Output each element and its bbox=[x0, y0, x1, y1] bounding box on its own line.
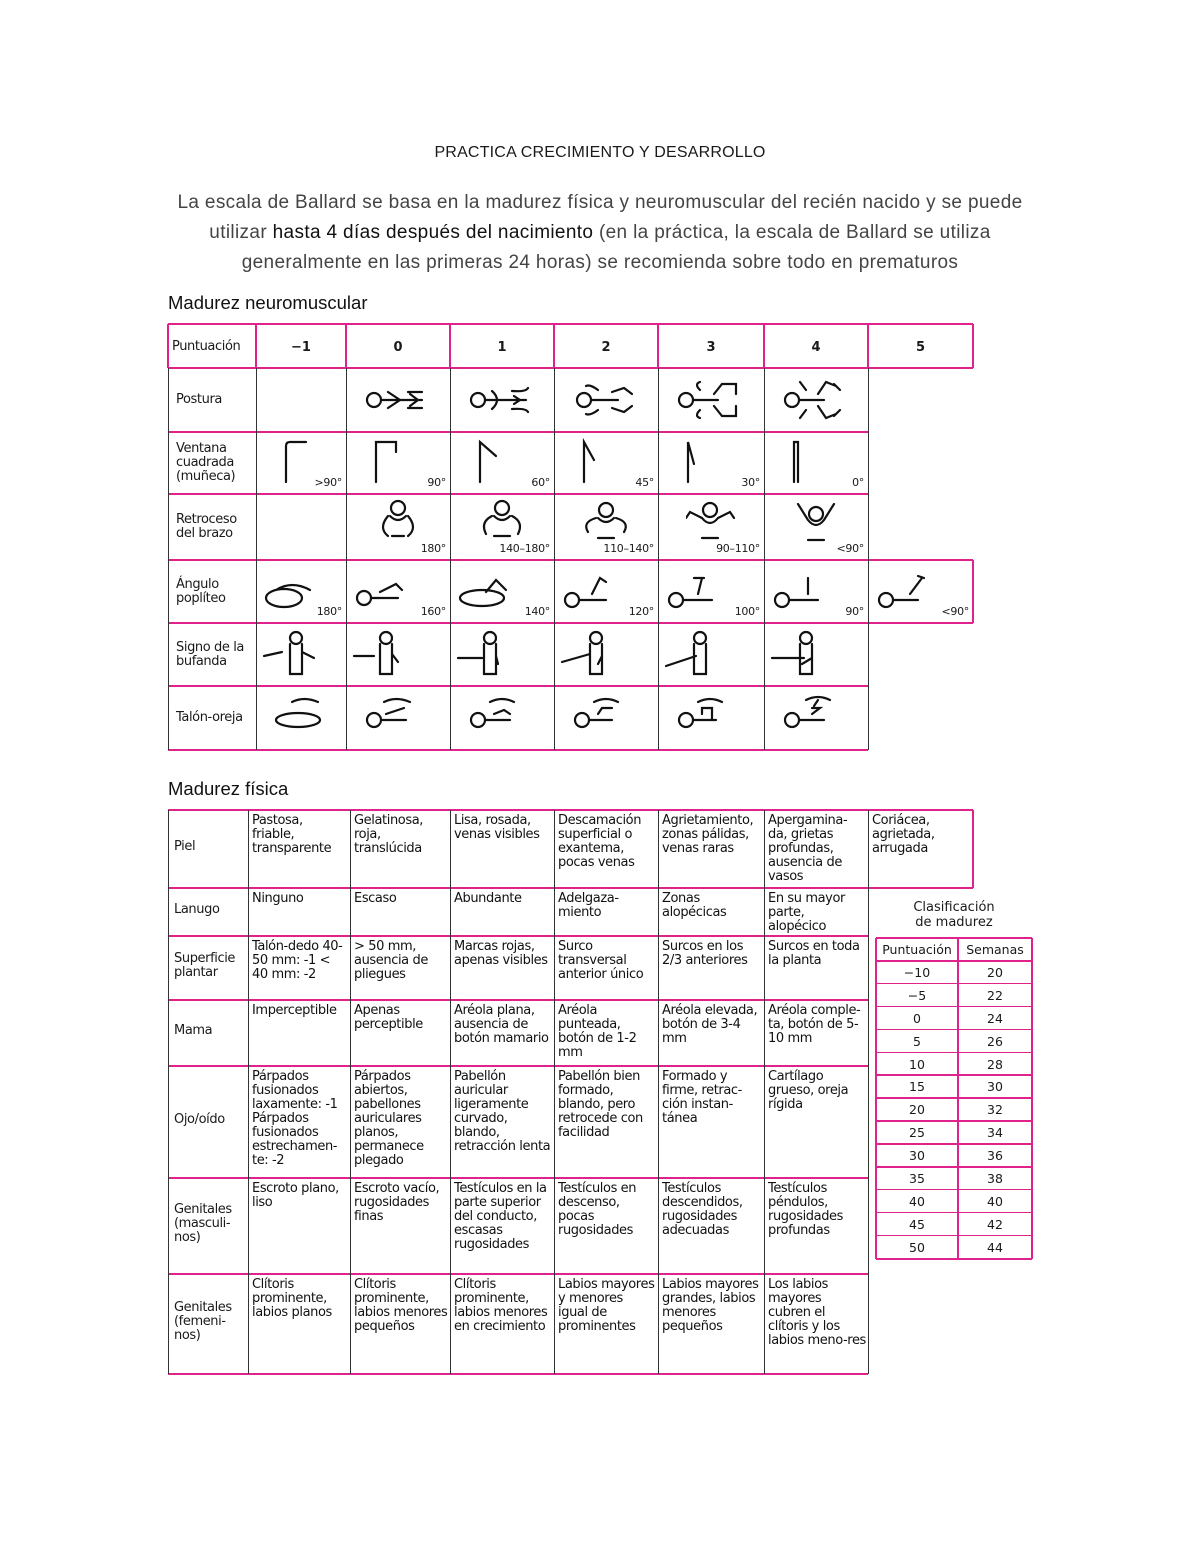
angle-label: 110–140° bbox=[603, 542, 654, 555]
angle-label: 140° bbox=[524, 605, 550, 618]
nm-row-border bbox=[168, 323, 973, 325]
pm-cell: Párpados abiertos, pabellones auriculares planos, permanece plegado bbox=[354, 1069, 424, 1168]
posture-figure bbox=[568, 380, 640, 420]
pm-cell: Escroto plano, liso bbox=[252, 1181, 339, 1210]
pm-cell: Labios mayores grandes, labios menores pequeños bbox=[662, 1277, 759, 1334]
ct-row-border bbox=[876, 1074, 1032, 1076]
nm-col-border bbox=[554, 368, 555, 750]
angle-label: 90° bbox=[845, 605, 864, 618]
pm-cell: Aréola comple-ta, botón de 5-10 mm bbox=[768, 1003, 861, 1046]
ct-row-border bbox=[876, 1258, 1032, 1260]
angle-label: 45° bbox=[635, 476, 654, 489]
angle-label: 140–180° bbox=[499, 542, 550, 555]
classification-score: 25 bbox=[909, 1125, 925, 1141]
classification-weeks: 44 bbox=[987, 1239, 1003, 1255]
pm-row-label: Genitales (masculi-nos) bbox=[174, 1202, 232, 1245]
pm-cell: Labios mayores y menores igual de prominentes bbox=[558, 1277, 655, 1334]
popliteal-figure bbox=[456, 572, 516, 612]
angle-label: 160° bbox=[420, 605, 446, 618]
pm-cell: Escroto vacío, rugosidades finas bbox=[354, 1181, 440, 1224]
classification-weeks: 40 bbox=[987, 1193, 1003, 1209]
popliteal-figure bbox=[664, 572, 724, 612]
classification-title-1: Clasificación bbox=[913, 900, 995, 915]
scarf-sign-figure bbox=[260, 630, 320, 678]
classification-score: 45 bbox=[909, 1216, 925, 1232]
popliteal-figure bbox=[874, 572, 934, 612]
pm-row-border bbox=[168, 1177, 868, 1179]
pm-cell: Pastosa, friable, transparente bbox=[252, 813, 332, 856]
nm-score-header: 0 bbox=[393, 340, 403, 355]
pm-cell: Agrietamiento, zonas pálidas, venas raras bbox=[662, 813, 754, 856]
nm-score-header: 5 bbox=[915, 340, 926, 355]
intro-highlight: hasta 4 días después del nacimiento bbox=[272, 222, 594, 243]
pm-cell: Surco transversal anterior único bbox=[558, 939, 644, 982]
nm-col-border bbox=[256, 368, 257, 750]
intro-part2: (en la práctica, la escala de Ballard se utiliza generalmente en las primeras 24 horas) se recomienda sobre todo en prematuros bbox=[241, 222, 991, 273]
classification-weeks: 38 bbox=[987, 1171, 1003, 1186]
pm-cell: Marcas rojas, apenas visibles bbox=[454, 939, 548, 968]
pm-row-border bbox=[168, 1065, 868, 1067]
angle-label: 90–110° bbox=[716, 542, 760, 555]
angle-label: 90° bbox=[427, 476, 446, 489]
heel-ear-figure bbox=[568, 692, 628, 732]
nm-row-border bbox=[168, 431, 868, 433]
popliteal-figure bbox=[770, 572, 830, 612]
classification-score: 15 bbox=[909, 1079, 925, 1095]
pm-cell: Testículos en descenso, pocas rugosidades bbox=[558, 1181, 637, 1238]
classification-weeks: 36 bbox=[987, 1148, 1003, 1164]
pm-cell: Cartílago grueso, oreja rígida bbox=[768, 1069, 849, 1112]
ct-row-border bbox=[876, 960, 1032, 962]
pm-cell: Pabellón auricular ligeramente curvado, blando, retracción lenta bbox=[454, 1069, 551, 1154]
classification-weeks: 42 bbox=[987, 1216, 1003, 1232]
pm-col-border bbox=[248, 810, 249, 1374]
ct-col-border bbox=[957, 938, 959, 1259]
classification-score: 50 bbox=[909, 1239, 925, 1255]
nm-row-label: Ángulo poplíteo bbox=[176, 576, 226, 606]
classification-weeks: 20 bbox=[987, 964, 1003, 980]
angle-label: 180° bbox=[316, 605, 342, 618]
classification-score: 20 bbox=[909, 1102, 925, 1118]
nm-row-label: Signo de la bufanda bbox=[176, 639, 245, 669]
classification-score: −5 bbox=[907, 987, 927, 1003]
pm-col-border bbox=[868, 810, 869, 1374]
classification-score: 35 bbox=[909, 1171, 925, 1186]
posture-figure bbox=[778, 380, 850, 420]
popliteal-figure bbox=[560, 572, 620, 612]
popliteal-figure bbox=[262, 572, 322, 612]
ct-row-border bbox=[876, 1052, 1032, 1054]
ct-row-border bbox=[876, 1235, 1032, 1237]
angle-label: <90° bbox=[941, 605, 969, 618]
nm-row-label: Postura bbox=[176, 392, 222, 407]
pm-cell: Imperceptible bbox=[252, 1003, 337, 1018]
ct-col-border bbox=[875, 938, 877, 1259]
pm-row-border bbox=[168, 935, 868, 937]
classification-weeks: 26 bbox=[987, 1033, 1003, 1049]
pm-row-border bbox=[168, 1273, 868, 1275]
ct-row-border bbox=[876, 937, 1032, 939]
pm-cell: Testículos descendidos, rugosidades adecuadas bbox=[662, 1181, 743, 1238]
pm-cell: Abundante bbox=[454, 891, 522, 906]
heel-ear-figure bbox=[360, 692, 420, 732]
pm-row-label: Lanugo bbox=[174, 902, 220, 917]
pm-cell: Aréola plana, ausencia de botón mamario bbox=[454, 1003, 549, 1046]
pm-cell: Talón-dedo 40-50 mm: -1 < 40 mm: -2 bbox=[252, 939, 343, 982]
pm-cell: Coriácea, agrietada, arrugada bbox=[872, 813, 935, 856]
pm-row-label: Ojo/oído bbox=[174, 1112, 225, 1127]
nm-row-border bbox=[168, 622, 973, 624]
nm-col-border bbox=[346, 368, 347, 750]
pm-cell: Formado y firme, retrac-ción instan-tánea bbox=[662, 1069, 742, 1126]
pm-cell: Aréola elevada, botón de 3-4 mm bbox=[662, 1003, 758, 1046]
nm-row-label: Ventana cuadrada (muñeca) bbox=[176, 441, 236, 484]
pm-cell: Clítoris prominente, labios planos bbox=[252, 1277, 332, 1320]
pm-cell: Clítoris prominente, labios menores pequeños bbox=[354, 1277, 448, 1334]
ct-col-border bbox=[1031, 938, 1033, 1259]
classification-score: 10 bbox=[909, 1056, 925, 1072]
classification-weeks: 22 bbox=[987, 987, 1003, 1003]
nm-score-header: 4 bbox=[811, 340, 821, 355]
heel-ear-figure bbox=[464, 692, 524, 732]
classification-col1-header: Puntuación bbox=[882, 942, 952, 957]
angle-label: >90° bbox=[314, 476, 342, 489]
pm-cell: Surcos en toda la planta bbox=[768, 939, 860, 968]
pm-cell: Adelgaza-miento bbox=[558, 891, 619, 920]
nm-col-border bbox=[167, 324, 169, 368]
posture-figure bbox=[360, 380, 432, 420]
nm-col-border bbox=[450, 368, 451, 750]
neuromuscular-title: Madurez neuromuscular bbox=[168, 292, 368, 313]
page-title: PRACTICA CRECIMIENTO Y DESARROLLO bbox=[434, 144, 766, 161]
pm-col-border bbox=[554, 810, 555, 1374]
classification-weeks: 30 bbox=[987, 1079, 1003, 1095]
ct-row-border bbox=[876, 1029, 1032, 1031]
nm-row-label: Talón-oreja bbox=[176, 710, 243, 725]
pm-col-border bbox=[972, 810, 974, 888]
arm-recoil-figure bbox=[478, 498, 528, 544]
classification-score: −10 bbox=[903, 964, 931, 980]
arm-recoil-figure bbox=[582, 498, 632, 544]
pm-col-border bbox=[450, 810, 451, 1374]
nm-score-header: −1 bbox=[291, 340, 311, 355]
nm-col-border bbox=[168, 368, 169, 750]
pm-row-label: Piel bbox=[174, 839, 196, 854]
pm-cell: Testículos péndulos, rugosidades profundas bbox=[768, 1181, 844, 1238]
pm-cell: Testículos en la parte superior del conducto, escasas rugosidades bbox=[454, 1181, 547, 1252]
classification-score: 5 bbox=[913, 1033, 921, 1049]
pm-row-border bbox=[168, 809, 973, 811]
heel-ear-figure bbox=[270, 692, 330, 732]
wrist-window-figure bbox=[578, 438, 612, 486]
physical-title: Madurez física bbox=[168, 778, 289, 799]
pm-row-border bbox=[168, 1373, 868, 1375]
nm-col-border bbox=[658, 368, 659, 750]
arm-recoil-figure bbox=[374, 498, 424, 544]
arm-recoil-figure bbox=[686, 498, 736, 544]
angle-label: <90° bbox=[836, 542, 864, 555]
nm-score-header: 1 bbox=[497, 340, 507, 355]
pm-cell: Apergamina-da, grietas profundas, ausencia de vasos bbox=[768, 813, 848, 884]
wrist-window-figure bbox=[474, 438, 508, 486]
pm-cell: Los labios mayores cubren el clítoris y los labios meno-res bbox=[768, 1277, 866, 1348]
wrist-window-figure bbox=[280, 438, 314, 486]
nm-row-border bbox=[168, 685, 868, 687]
nm-row-label: Retroceso del brazo bbox=[176, 512, 237, 541]
pm-cell: Lisa, rosada, venas visibles bbox=[454, 813, 540, 842]
nm-header-label: Puntuación bbox=[172, 339, 241, 354]
nm-col-border bbox=[868, 368, 869, 750]
intro-part1: La escala de Ballard se basa en la madurez física y neuromuscular del recién nacido y se puede utilizar bbox=[177, 192, 1023, 243]
nm-row-border bbox=[168, 749, 868, 751]
classification-title-2: de madurez bbox=[915, 915, 993, 930]
classification-weeks: 32 bbox=[987, 1102, 1003, 1118]
angle-label: 120° bbox=[628, 605, 654, 618]
angle-label: 60° bbox=[531, 476, 550, 489]
nm-row-border bbox=[168, 367, 973, 369]
pm-cell: Párpados fusionados laxamente: -1 Párpados fusionados estrechamen-te: -2 bbox=[252, 1069, 338, 1168]
popliteal-figure bbox=[352, 572, 412, 612]
classification-weeks: 24 bbox=[987, 1010, 1003, 1026]
posture-figure bbox=[672, 380, 744, 420]
angle-label: 180° bbox=[420, 542, 446, 555]
scarf-sign-figure bbox=[454, 630, 514, 678]
nm-row-border bbox=[168, 493, 868, 495]
ct-row-border bbox=[876, 1189, 1032, 1191]
wrist-window-figure bbox=[682, 438, 716, 486]
ct-row-border bbox=[876, 1212, 1032, 1214]
pm-col-border bbox=[658, 810, 659, 1374]
pm-row-label: Superficie plantar bbox=[174, 951, 236, 980]
pm-row-border bbox=[168, 887, 973, 889]
heel-ear-figure bbox=[778, 692, 838, 732]
intro-paragraph bbox=[160, 188, 1040, 278]
ct-row-border bbox=[876, 1143, 1032, 1145]
pm-cell: Zonas alopécicas bbox=[662, 891, 727, 920]
pm-cell: Escaso bbox=[354, 891, 397, 906]
pm-cell: En su mayor parte, alopécico bbox=[768, 891, 845, 934]
pm-cell: Apenas perceptible bbox=[354, 1003, 423, 1032]
arm-recoil-figure bbox=[792, 498, 842, 544]
pm-col-border bbox=[350, 810, 351, 1374]
pm-cell: Aréola punteada, botón de 1-2 mm bbox=[558, 1003, 637, 1060]
nm-row-border bbox=[168, 559, 973, 561]
pm-col-border bbox=[168, 810, 169, 1374]
classification-score: 40 bbox=[909, 1193, 925, 1209]
nm-col-border bbox=[764, 368, 765, 750]
ct-row-border bbox=[876, 983, 1032, 985]
pm-cell: Descamación superficial o exantema, pocas venas bbox=[558, 813, 642, 870]
heel-ear-figure bbox=[672, 692, 732, 732]
pm-row-label: Genitales (femeni-nos) bbox=[174, 1300, 232, 1343]
posture-figure bbox=[464, 380, 536, 420]
classification-col2-header: Semanas bbox=[966, 942, 1024, 957]
scarf-sign-figure bbox=[662, 630, 722, 678]
ct-row-border bbox=[876, 1006, 1032, 1008]
scarf-sign-figure bbox=[558, 630, 618, 678]
classification-score: 30 bbox=[909, 1148, 925, 1164]
classification-weeks: 28 bbox=[987, 1056, 1003, 1072]
wrist-window-figure bbox=[370, 438, 404, 486]
nm-score-header: 2 bbox=[601, 340, 611, 355]
angle-label: 0° bbox=[852, 476, 864, 489]
classification-score: 0 bbox=[913, 1010, 921, 1026]
nm-col-border bbox=[972, 560, 974, 623]
pm-cell: Ninguno bbox=[252, 891, 304, 906]
pm-cell: Gelatinosa, roja, translúcida bbox=[354, 813, 424, 856]
wrist-window-figure bbox=[788, 438, 822, 486]
nm-score-header: 3 bbox=[706, 340, 716, 355]
pm-row-label: Mama bbox=[174, 1023, 213, 1038]
pm-cell: Pabellón bien formado, blando, pero retrocede con facilidad bbox=[558, 1069, 643, 1140]
pm-row-border bbox=[168, 999, 868, 1001]
pm-cell: Surcos en los 2/3 anteriores bbox=[662, 939, 748, 968]
classification-weeks: 34 bbox=[987, 1125, 1003, 1141]
ct-row-border bbox=[876, 1120, 1032, 1122]
angle-label: 100° bbox=[734, 605, 760, 618]
scarf-sign-figure bbox=[350, 630, 410, 678]
pm-col-border bbox=[764, 810, 765, 1374]
pm-cell: Clítoris prominente, labios menores en crecimiento bbox=[454, 1277, 548, 1334]
scarf-sign-figure bbox=[768, 630, 828, 678]
ct-row-border bbox=[876, 1097, 1032, 1099]
pm-cell: > 50 mm, ausencia de pliegues bbox=[354, 939, 428, 982]
ct-row-border bbox=[876, 1166, 1032, 1168]
angle-label: 30° bbox=[741, 476, 760, 489]
